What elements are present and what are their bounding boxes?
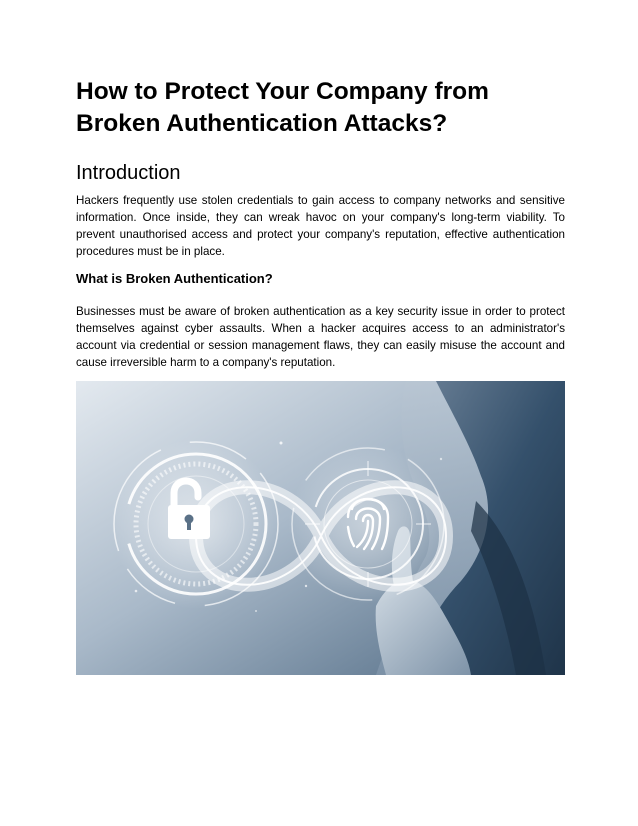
hero-illustration <box>76 381 565 675</box>
broken-authentication-paragraph: Businesses must be aware of broken authentication as a key security issue in order to protect themselves against cyber assaults. When a hacker acquires access to an administrator's account via credential or session management flaws, they can easily misuse the account and cause irreversible harm to a company's reputation. <box>76 305 565 369</box>
introduction-paragraph: Hackers frequently use stolen credentials to gain access to company networks and sensitive information. Once inside, they can wreak havoc on your company's long-term viability. To prevent unauthorised access and protect your company's reputation, effective authentication procedures must be in place. <box>76 194 565 258</box>
introduction-heading: Introduction <box>76 162 181 184</box>
document-title: How to Protect Your Company from Broken Authentication Attacks? <box>76 78 489 137</box>
hero-image <box>76 381 565 675</box>
broken-authentication-heading: What is Broken Authentication? <box>76 271 273 286</box>
